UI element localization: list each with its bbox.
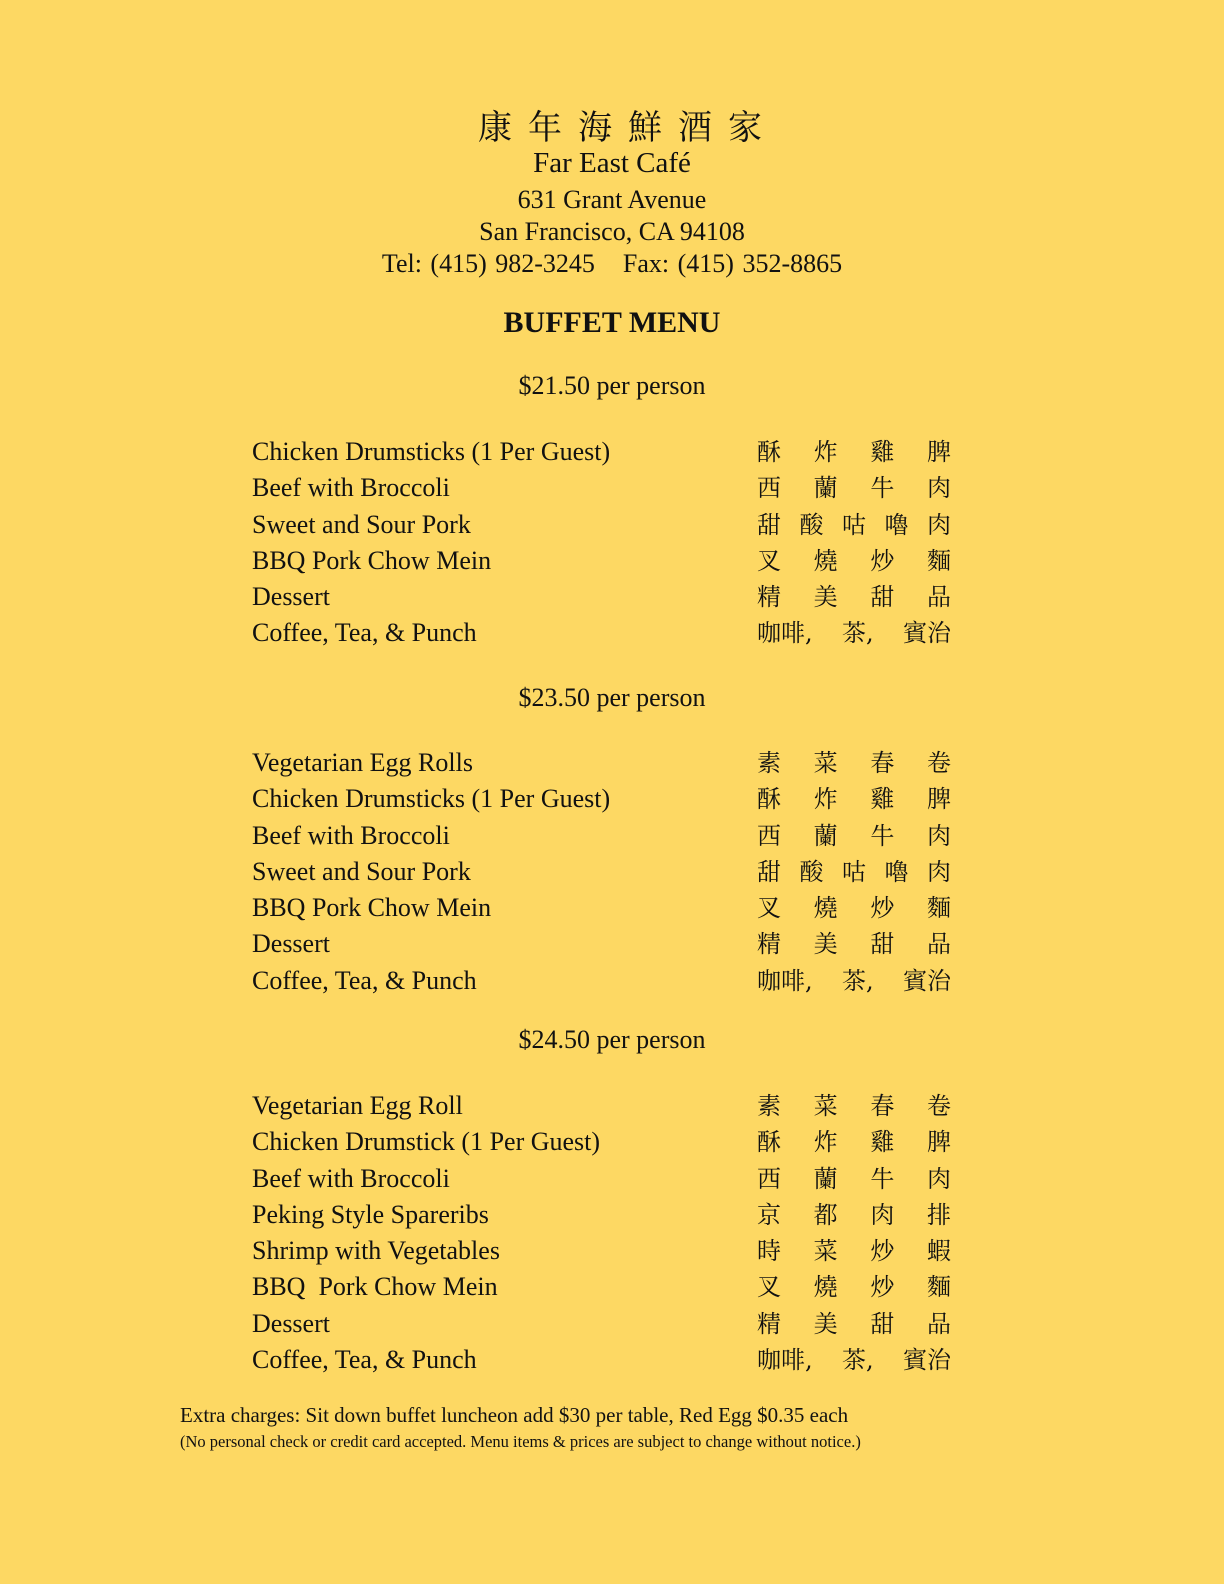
menu-item-chinese-char: 脾 bbox=[926, 785, 951, 814]
menu-item-chinese-char: 牛 bbox=[870, 1164, 895, 1193]
menu-item-chinese-char: 品 bbox=[926, 930, 951, 959]
menu-item-english: Chicken Drumstick (1 Per Guest) bbox=[252, 1127, 601, 1157]
menu-item-chinese-char: 茶, bbox=[842, 966, 874, 995]
extra-charges: Extra charges: Sit down buffet luncheon add $30 per table, Red Egg $0.35 each bbox=[180, 1403, 849, 1427]
menu-item-chinese-char: 雞 bbox=[870, 1128, 895, 1157]
menu-item bbox=[252, 436, 952, 472]
menu-item-chinese-char: 茶, bbox=[842, 619, 874, 648]
menu-item-english: Beef with Broccoli bbox=[252, 473, 450, 503]
menu-item-chinese-char: 燒 bbox=[813, 894, 838, 923]
menu-item-chinese bbox=[757, 509, 951, 541]
menu-item-chinese bbox=[757, 892, 951, 924]
menu-item-chinese-char: 春 bbox=[870, 1092, 895, 1120]
menu-item-english: Dessert bbox=[252, 582, 330, 612]
menu-item-chinese-char: 嚕 bbox=[884, 857, 909, 886]
menu-item-chinese-char: 脾 bbox=[926, 1128, 951, 1157]
menu-item-chinese-char: 酥 bbox=[757, 785, 781, 814]
menu-item bbox=[252, 1344, 952, 1380]
menu-item-english: Sweet and Sour Pork bbox=[252, 509, 471, 539]
menu-item-english: BBQ Pork Chow Mein bbox=[252, 893, 492, 923]
address-street: 631 Grant Avenue bbox=[517, 185, 707, 214]
section-price: $21.50 per person bbox=[518, 371, 706, 400]
menu-item bbox=[252, 892, 952, 928]
menu-item-chinese-char: 品 bbox=[926, 1309, 951, 1338]
menu-item-chinese-char: 素 bbox=[757, 1092, 781, 1120]
menu-item-chinese-char: 精 bbox=[757, 930, 781, 959]
menu-item bbox=[252, 1271, 952, 1307]
menu-item-chinese bbox=[757, 1235, 951, 1267]
menu-item-chinese bbox=[757, 928, 951, 960]
restaurant-name: Far East Café bbox=[533, 147, 691, 179]
menu-item-chinese-char: 雞 bbox=[870, 785, 895, 814]
menu-item-chinese-char: 肉 bbox=[926, 821, 951, 850]
menu-item-chinese-char: 美 bbox=[813, 583, 838, 612]
menu-item-chinese-char: 賓治 bbox=[903, 1346, 951, 1375]
chinese-restaurant-name: 康年海鮮酒家 bbox=[478, 108, 778, 148]
section-items-1 bbox=[252, 436, 952, 654]
menu-item-chinese-char: 西 bbox=[757, 474, 781, 503]
menu-item-english: Beef with Broccoli bbox=[252, 820, 450, 850]
menu-item-chinese-char: 燒 bbox=[813, 1273, 838, 1302]
menu-item-chinese bbox=[757, 617, 951, 649]
menu-item-english: Dessert bbox=[252, 1308, 330, 1338]
menu-item-english: Vegetarian Egg Roll bbox=[252, 1091, 463, 1120]
menu-item-chinese bbox=[757, 1199, 951, 1231]
menu-item-chinese-char: 品 bbox=[926, 583, 951, 612]
menu-item-chinese-char: 炒 bbox=[870, 546, 895, 575]
menu-item-chinese bbox=[757, 1126, 951, 1158]
menu-item-chinese bbox=[757, 747, 951, 779]
menu-item-chinese bbox=[757, 472, 951, 504]
menu-item-chinese-char: 精 bbox=[757, 1309, 781, 1338]
menu-item-chinese-char: 甜 bbox=[870, 930, 895, 959]
menu-item-chinese-char: 甜 bbox=[870, 583, 895, 612]
menu-item bbox=[252, 747, 952, 783]
fax: Fax: (415) 352-8865 bbox=[622, 249, 843, 278]
menu-item-chinese-char: 肉 bbox=[926, 1164, 951, 1193]
menu-item-chinese-char: 卷 bbox=[926, 1092, 951, 1120]
menu-item-chinese-char: 雞 bbox=[870, 438, 895, 466]
menu-item-english: Coffee, Tea, & Punch bbox=[252, 618, 477, 648]
menu-item-chinese-char: 時 bbox=[757, 1237, 781, 1266]
menu-item bbox=[252, 1235, 952, 1271]
menu-item-english: Chicken Drumsticks (1 Per Guest) bbox=[252, 784, 611, 814]
menu-item-chinese-char: 牛 bbox=[870, 821, 895, 850]
menu-item-chinese-char: 咕 bbox=[842, 857, 866, 886]
menu-item-chinese-char: 麵 bbox=[926, 1273, 951, 1302]
menu-item-english: BBQ Pork Chow Mein bbox=[252, 1272, 498, 1302]
menu-item-chinese-char: 咕 bbox=[842, 510, 866, 539]
menu-item-english: Dessert bbox=[252, 929, 330, 959]
menu-item-chinese-char: 酥 bbox=[757, 438, 781, 466]
menu-item-chinese bbox=[757, 581, 951, 613]
menu-item-chinese-char: 蘭 bbox=[813, 1164, 838, 1193]
menu-item-chinese bbox=[757, 436, 951, 468]
menu-item bbox=[252, 928, 952, 964]
telephone: Tel: (415) 982-3245 bbox=[381, 249, 595, 278]
menu-item-chinese-char: 賓治 bbox=[903, 966, 951, 995]
menu-item-chinese-char: 菜 bbox=[813, 1092, 838, 1120]
menu-item-chinese-char: 炒 bbox=[870, 1237, 895, 1266]
menu-item-english: Chicken Drumsticks (1 Per Guest) bbox=[252, 437, 611, 466]
menu-item-chinese-char: 咖啡, bbox=[757, 619, 813, 648]
menu-item bbox=[252, 783, 952, 819]
menu-item-chinese-char: 叉 bbox=[757, 894, 781, 923]
menu-item-chinese-char: 炸 bbox=[813, 1128, 838, 1157]
menu-item-chinese-char: 卷 bbox=[926, 749, 951, 777]
menu-item-chinese-char: 都 bbox=[813, 1200, 838, 1229]
payment-note: (No personal check or credit card accepted. Menu items & prices are subject to change without notice.) bbox=[180, 1432, 861, 1451]
menu-item bbox=[252, 509, 952, 545]
menu-item-chinese bbox=[757, 1344, 951, 1376]
menu-item-english: Vegetarian Egg Rolls bbox=[252, 748, 473, 777]
menu-item bbox=[252, 1090, 952, 1126]
menu-item-chinese bbox=[757, 1163, 951, 1195]
menu-item-chinese-char: 肉 bbox=[927, 510, 951, 539]
menu-item-chinese-char: 茶, bbox=[842, 1346, 874, 1375]
menu-item-chinese bbox=[757, 1271, 951, 1303]
menu-item-chinese-char: 嚕 bbox=[884, 510, 909, 539]
menu-item bbox=[252, 965, 952, 1001]
menu-item bbox=[252, 617, 952, 653]
menu-item-chinese-char: 蘭 bbox=[813, 474, 838, 503]
menu-item-chinese-char: 排 bbox=[926, 1200, 951, 1229]
menu-item-chinese-char: 西 bbox=[757, 1164, 781, 1193]
menu-item bbox=[252, 545, 952, 581]
contact-line bbox=[0, 249, 1224, 279]
menu-item-chinese-char: 蘭 bbox=[813, 821, 838, 850]
menu-item-chinese-char: 牛 bbox=[870, 474, 895, 503]
menu-item-english: Peking Style Spareribs bbox=[252, 1199, 489, 1229]
menu-item-chinese-char: 咖啡, bbox=[757, 1346, 813, 1375]
menu-item-chinese bbox=[757, 783, 951, 815]
menu-item-english: Coffee, Tea, & Punch bbox=[252, 1345, 477, 1375]
menu-item-chinese-char: 西 bbox=[757, 821, 781, 850]
menu-item bbox=[252, 820, 952, 856]
menu-item-chinese-char: 炒 bbox=[870, 1273, 895, 1302]
menu-item-chinese bbox=[757, 1090, 951, 1122]
menu-item-chinese-char: 炒 bbox=[870, 894, 895, 923]
menu-item-chinese-char: 酸 bbox=[799, 510, 824, 539]
menu-item-chinese-char: 美 bbox=[813, 930, 838, 959]
section-items-2 bbox=[252, 747, 952, 1001]
menu-item-chinese-char: 肉 bbox=[927, 857, 951, 886]
menu-item-chinese-char: 肉 bbox=[870, 1200, 895, 1229]
menu-item-chinese-char: 美 bbox=[813, 1309, 838, 1338]
menu-item bbox=[252, 1126, 952, 1162]
menu-item-chinese bbox=[757, 820, 951, 852]
menu-item-english: Shrimp with Vegetables bbox=[252, 1236, 500, 1266]
menu-item-chinese bbox=[757, 965, 951, 997]
section-price: $24.50 per person bbox=[518, 1025, 706, 1054]
menu-item-chinese-char: 甜 bbox=[757, 510, 781, 539]
menu-item-english: Sweet and Sour Pork bbox=[252, 856, 471, 886]
menu-item-chinese bbox=[757, 545, 951, 577]
menu-item-chinese-char: 炸 bbox=[813, 438, 838, 466]
menu-item-chinese-char: 精 bbox=[757, 583, 781, 612]
menu-item bbox=[252, 1308, 952, 1344]
menu-item-chinese-char: 麵 bbox=[926, 546, 951, 575]
menu-item-chinese-char: 素 bbox=[757, 749, 781, 777]
menu-item bbox=[252, 1163, 952, 1199]
menu-item-english: Beef with Broccoli bbox=[252, 1163, 450, 1193]
menu-item bbox=[252, 1199, 952, 1235]
menu-item-chinese bbox=[757, 1308, 951, 1340]
menu-title: BUFFET MENU bbox=[503, 306, 721, 339]
menu-item-chinese-char: 蝦 bbox=[926, 1237, 951, 1266]
menu-item-chinese-char: 賓治 bbox=[903, 619, 951, 648]
menu-item-chinese-char: 咖啡, bbox=[757, 966, 813, 995]
menu-item-chinese-char: 京 bbox=[757, 1200, 781, 1229]
section-items-3 bbox=[252, 1090, 952, 1380]
menu-item-chinese-char: 燒 bbox=[813, 546, 838, 575]
menu-item-chinese-char: 菜 bbox=[813, 749, 838, 777]
menu-item-chinese-char: 酥 bbox=[757, 1128, 781, 1157]
menu-item-chinese-char: 麵 bbox=[926, 894, 951, 923]
menu-item bbox=[252, 856, 952, 892]
menu-item-english: Coffee, Tea, & Punch bbox=[252, 965, 477, 995]
menu-item-chinese-char: 酸 bbox=[799, 857, 824, 886]
menu-item-chinese-char: 肉 bbox=[926, 474, 951, 503]
menu-item-chinese-char: 叉 bbox=[757, 1273, 781, 1302]
menu-item-chinese-char: 甜 bbox=[757, 857, 781, 886]
menu-item-english: BBQ Pork Chow Mein bbox=[252, 545, 492, 575]
menu-item bbox=[252, 472, 952, 508]
menu-item bbox=[252, 581, 952, 617]
menu-item-chinese-char: 甜 bbox=[870, 1309, 895, 1338]
menu-item-chinese-char: 脾 bbox=[926, 438, 951, 466]
menu-item-chinese-char: 炸 bbox=[813, 785, 838, 814]
section-price: $23.50 per person bbox=[518, 683, 706, 712]
menu-item-chinese bbox=[757, 856, 951, 888]
menu-item-chinese-char: 叉 bbox=[757, 546, 781, 575]
menu-item-chinese-char: 春 bbox=[870, 749, 895, 777]
address-city: San Francisco, CA 94108 bbox=[479, 217, 745, 246]
menu-item-chinese-char: 菜 bbox=[813, 1237, 838, 1266]
